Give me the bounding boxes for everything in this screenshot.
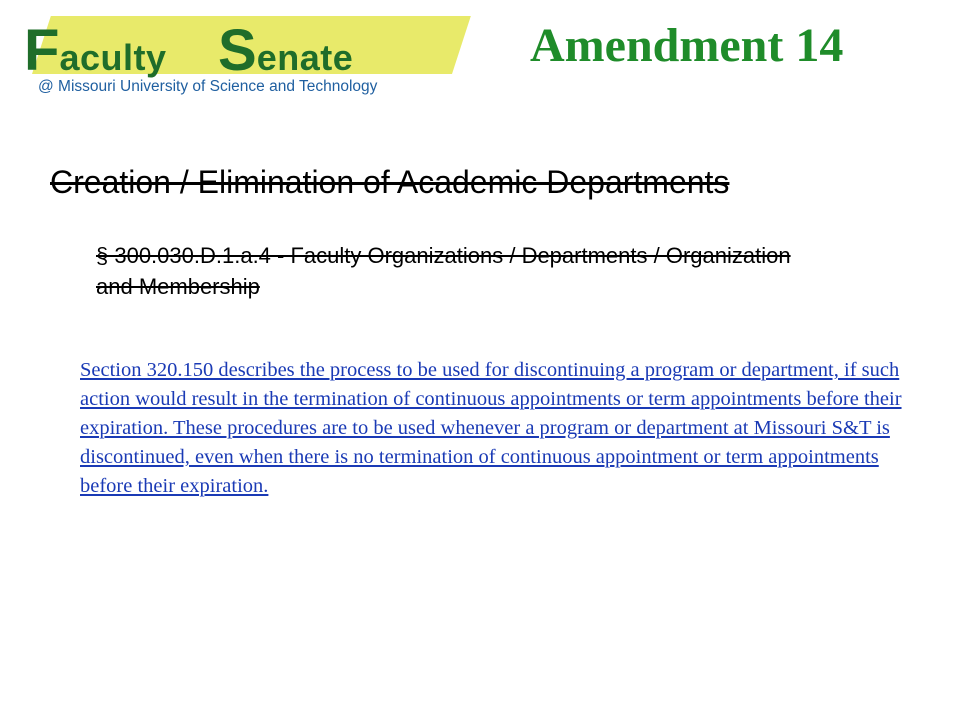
struck-heading: Creation / Elimination of Academic Departments xyxy=(50,164,730,200)
logo-initial-f: F xyxy=(24,18,60,83)
logo-text-aculty: aculty xyxy=(59,37,167,78)
inserted-amendment-text: Section 320.150 describes the process to be used for discontinuing a program or department, if such action would result in the termination of continuous appointments or term appointments before their expiration. These procedures are to be used whenever a program or department at Missouri S&T is discontinued, even when there is no termination of continuous appointment or term appointments before their expiration. xyxy=(80,359,902,497)
logo-initial-s: S xyxy=(218,18,257,83)
faculty-senate-logo xyxy=(14,12,454,102)
struck-section-reference: § 300.030.D.1.a.4 - Faculty Organizations / Departments / Organization and Membership xyxy=(96,243,791,299)
logo-text-enate: enate xyxy=(256,37,354,78)
logo-subtitle: @ Missouri University of Science and Technology xyxy=(38,78,378,95)
page-title: Amendment 14 xyxy=(530,19,844,72)
